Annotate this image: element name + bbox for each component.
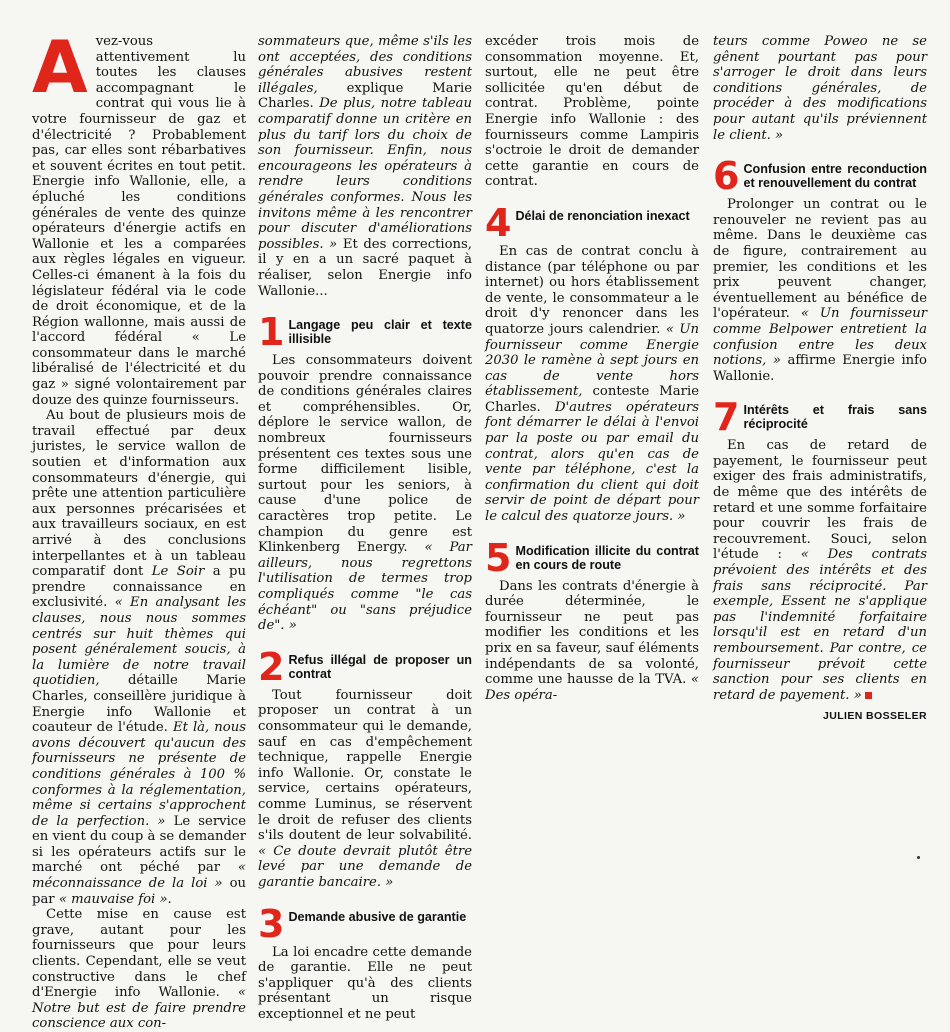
section-heading-6 xyxy=(713,154,927,199)
body-paragraph: Au bout de plusieurs mois de travail effectué par deux juristes, le service wallon de soutien et d'information aux consommateurs d'énergie, qui prête une attention particulière aux personnes précarisées et aux travailleurs sociaux, en est arrivé à des conclusions interpellantes et à un tableau comparatif dont Le Soir a pu prendre connaissance en exclusivité. « En analysant les clauses, nous nous sommes centrés sur huit thèmes qui posent généralement soucis, à la lumière de notre travail quotidien, détaille Marie Charles, conseillère juridique à Energie info Wallonie et coauteur de l'étude. Et là, nous avons découvert qu'aucun des fournisseurs ne présente de conditions générales à 100 % conformes à la réglementation, même si certains s'approchent de la perfection. » Le service en vient du coup à se demander si les opérateurs actifs sur le marché ont péché par « méconnaissance de la loi » ou par « mauvaise foi ». xyxy=(32,408,247,907)
section-number: 6 xyxy=(713,154,740,199)
column-2 xyxy=(258,34,472,1022)
column-3 xyxy=(485,34,699,703)
section-title: Modification illicite du contrat en cours de route xyxy=(515,543,699,572)
section-heading-2 xyxy=(258,644,472,689)
section-title: Confusion entre reconduction et renouvellement du contrat xyxy=(743,162,927,191)
column-4 xyxy=(713,34,927,725)
section-heading-5 xyxy=(485,535,699,580)
author-byline: JULIEN BOSSELER xyxy=(822,710,927,723)
body-paragraph: excéder trois mois de consommation moyenne. Et, surtout, elle ne peut être sollicitée qu'en début de contrat. Problème, pointe Energie info Wallonie : des fournisseurs comme Lampiris s'octroie le droit de demander cette garantie en cours de contrat. xyxy=(485,34,699,190)
section-number: 2 xyxy=(258,644,285,689)
section-heading-4 xyxy=(485,200,699,245)
body-paragraph: Cette mise en cause est grave, autant pour les fournisseurs que pour leurs clients. Cependant, elle se veut constructive dans le chef d'Energie info Wallonie. « Notre but est de faire prendre conscience aux con- xyxy=(32,907,246,1032)
body-paragraph: teurs comme Poweo ne se gênent pourtant pas pour s'arroger le droit dans leurs conditions générales, de procéder à des modifications pour autant qu'ils préviennent le client. » xyxy=(713,34,927,143)
drop-cap: A xyxy=(32,25,88,109)
section-number: 3 xyxy=(258,901,285,946)
section-heading-3 xyxy=(258,901,472,946)
body-paragraph: En cas de contrat conclu à distance (par téléphone ou par internet) ou hors établissement de vente, le consommateur a le droit d'y renoncer dans les quatorze jours calendrier. « Un fournisseur comme Energie 2030 le ramène à sept jours en cas de vente hors établissement, conteste Marie Charles. D'autres opérateurs font démarrer le délai à l'envoi par la poste ou par email du contrat, alors qu'en cas de vente par téléphone, c'est la confirmation du client qui doit servir de point de départ pour le calcul des quatorze jours. » xyxy=(485,243,700,525)
section-title: Refus illégal de proposer un contrat xyxy=(288,652,472,681)
end-of-article-marker xyxy=(865,692,872,699)
section-heading-1 xyxy=(258,310,472,355)
intro-paragraph: Avez-vous attentivement lu toutes les clauses accompagnant le contrat qui vous lie à votre fournisseur de gaz et d'électricité ? Probablement pas, car elles sont rébarbatives et souvent écrites en tout petit. Energie info Wallonie, elle, a épluché les conditions générales de vente des quinze opérateurs d'énergie actifs en Wallonie et les a comparées aux règles légales en vigueur. Celles-ci émanent à la fois du législateur fédéral via le code de droit économique, et de la Région wallonne, mais aussi de l'accord fédéral « Le consommateur dans le marché libéralisé de l'électricité et du gaz » signé volontairement par douze des quinze fournisseurs. xyxy=(32,25,246,408)
section-title: Délai de renonciation inexact xyxy=(515,208,690,223)
section-title: Demande abusive de garantie xyxy=(288,909,467,924)
body-paragraph: Tout fournisseur doit proposer un contrat à un consommateur qui le demande, sauf en cas d'empêchement technique, rappelle Energie info Wallonie. Or, constate le service, certains opérateurs, comme Luminus, se réservent le droit de refuser des clients s'ils doutent de leur solvabilité. « Ce doute devrait plutôt être levé par une demande de garantie bancaire. » xyxy=(258,687,472,890)
body-paragraph: La loi encadre cette demande de garantie. Elle ne peut s'appliquer qu'à des clients présentant un risque exceptionnel et ne peut xyxy=(258,944,472,1022)
section-title: Langage peu clair et texte illisible xyxy=(288,318,472,347)
print-speck xyxy=(917,856,920,859)
section-title: Intérêts et frais sans réciprocité xyxy=(743,403,927,432)
body-paragraph: Les consommateurs doivent pouvoir prendre connaissance de conditions générales claires et compréhensibles. Or, déplore le service wallon, de nombreux fournisseurs présentent ces textes sous une forme difficilement lisible, surtout pour les seniors, à cause d'une police de caractères trop petite. Le champion du genre est Klinkenberg Energy. « Par ailleurs, nous regrettons l'utilisation de termes trop compliqués comme "le cas échéant" ou "sans préjudice de". » xyxy=(258,353,472,634)
body-paragraph: sommateurs que, même s'ils les ont acceptées, des conditions générales abusives restent illégales, explique Marie Charles. De plus, notre tableau comparatif donne un critère en plus du tarif lors du choix de son fournisseur. Enfin, nous encourageons les opérateurs à rendre leurs conditions générales conformes. Nous les invitons même à les rencontrer pour discuter d'améliorations possibles. » Et des corrections, il y en a un sacré paquet à réaliser, selon Energie info Wallonie... xyxy=(258,34,472,299)
body-paragraph: Dans les contrats d'énergie à durée déterminée, le fournisseur ne peut pas modifier les conditions et les prix en sa faveur, sauf éléments indépendants de sa volonté, comme une hausse de la TVA. « Des opéra- xyxy=(485,578,699,703)
body-paragraph: Prolonger un contrat ou le renouveler ne revient pas au même. Dans le deuxième cas de figure, contrairement au premier, les conditions et les prix peuvent changer, éventuellement au bénéfice de l'opérateur. « Un fournisseur comme Belpower entretient la confusion entre les deux notions, » affirme Energie info Wallonie. xyxy=(713,197,927,384)
body-paragraph: En cas de retard de payement, le fournisseur peut exiger des frais administratifs, de même que des intérêts de retard et une somme forfaitaire pour couvrir les frais de recouvrement. Souci, selon l'étude : « Des contrats prévoient des intérêts et des frais sans réciprocité. Par exemple, Essent ne s'applique pas l'indemnité forfaitaire lorsqu'il est en retard d'un remboursement. Par contre, ce fournisseur prévoit cette sanction pour ses clients en retard de payement. » xyxy=(713,438,927,703)
section-number: 7 xyxy=(713,395,740,440)
section-number: 5 xyxy=(485,535,512,580)
section-heading-7 xyxy=(713,395,927,440)
section-number: 1 xyxy=(258,310,285,355)
column-1 xyxy=(32,25,247,1032)
section-number: 4 xyxy=(485,200,512,245)
